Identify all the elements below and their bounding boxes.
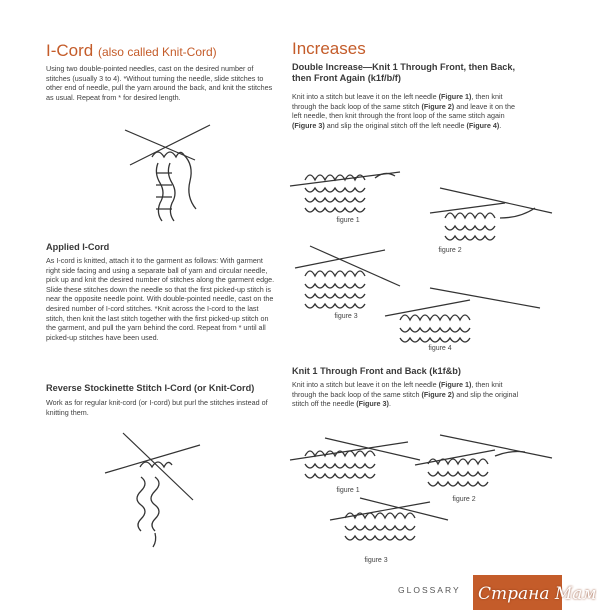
double-figure-1-caption: figure 1: [336, 217, 360, 224]
k1fb-figure-3-art: [330, 498, 448, 540]
icord-needle-2: [130, 125, 210, 165]
applied-icord-body: As I-cord is knitted, attach it to the garment as follows: With garment right side facing and using a separate ball of yarn and circular needle, pick up and knit the desired number of stitches along the garment edge. Slide these stitches down the needle so that the first picked-up stitch is near the opposite needle point. With double-pointed needle, cast on the desired number of I-cord stitches. *Knit across the I-cord to the last stitch, then knit the last stitch together with the first picked-up stitch on the garment, and pull the yarn behind the cord. Repeat from * until all picked-up stitches have been used.: [46, 256, 275, 342]
double-figure-4-caption: figure 4: [428, 345, 452, 352]
icord-body: Using two double-pointed needles, cast on the desired number of stitches (usually 3 to 4). *Without turning the needle, slide stitches to other end of needle, pull the yarn around the back, and knit the stitches as usual. Repeat from * for desired length.: [46, 64, 273, 102]
reverse-icord-illustration: [95, 425, 215, 550]
k1fb-figure-2-caption: figure 2: [452, 496, 476, 503]
reverse-cord-right: [151, 477, 159, 531]
icord-illustration: [100, 115, 230, 230]
double-increase-body: Knit into a stitch but leave it on the left needle (Figure 1), then knit through the back loop of the same stitch (Figure 2) and leave it on the left needle, then knit through the front loop of the same stitch again (Figure 3) and slip the original stitch off the left needle (Figure 4).: [292, 92, 515, 130]
increases-title: Increases: [292, 39, 366, 58]
reverse-cord-left: [137, 477, 145, 531]
icord-working-yarn: [184, 155, 196, 209]
double-figure-2-caption: figure 2: [438, 247, 462, 254]
double-figure-3-art: [295, 246, 400, 308]
icord-cord-left: [156, 163, 163, 221]
double-figure-2-art: [430, 188, 552, 240]
k1fb-title: Knit 1 Through Front and Back (k1f&b): [292, 366, 461, 376]
double-increase-figures: [290, 158, 560, 363]
watermark-logo: Страна Мам: [478, 584, 597, 604]
icord-heading: [46, 41, 217, 62]
double-figure-1-art: [290, 172, 400, 212]
k1fb-figures: [290, 420, 560, 570]
k1fb-figure-1-art: [290, 438, 420, 478]
reverse-needle-2: [123, 433, 193, 500]
reverse-icord-title: Reverse Stockinette Stitch I-Cord (or Knit-Cord): [46, 383, 255, 393]
applied-icord-title: Applied I-Cord: [46, 242, 110, 252]
icord-title-sub: (also called Knit-Cord): [97, 45, 217, 59]
icord-title: I-Cord: [46, 41, 94, 60]
k1fb-body: Knit into a stitch but leave it on the left needle (Figure 1), then knit through the back loop of the same stitch (Figure 2) and slip the original stitch off the needle (Figure 3).: [292, 380, 519, 409]
k1fb-figure-2-art: [415, 435, 552, 486]
k1fb-figure-1-caption: figure 1: [336, 487, 360, 494]
footer-section-label: GLOSSARY: [398, 585, 461, 595]
double-figure-3-caption: figure 3: [334, 313, 358, 320]
double-increase-title: Double Increase—Knit 1 Through Front, then Back, then Front Again (k1f/b/f): [292, 62, 516, 83]
reverse-icord-body: Work as for regular knit-cord (or I-cord) but purl the stitches instead of knitting them.: [46, 398, 268, 417]
reverse-tail: [153, 533, 156, 547]
reverse-needle-1: [105, 445, 200, 473]
icord-loops: [152, 152, 184, 157]
icord-cord-right: [168, 163, 175, 221]
k1fb-figure-3-caption: figure 3: [364, 557, 388, 564]
double-figure-4-art: [385, 288, 540, 342]
